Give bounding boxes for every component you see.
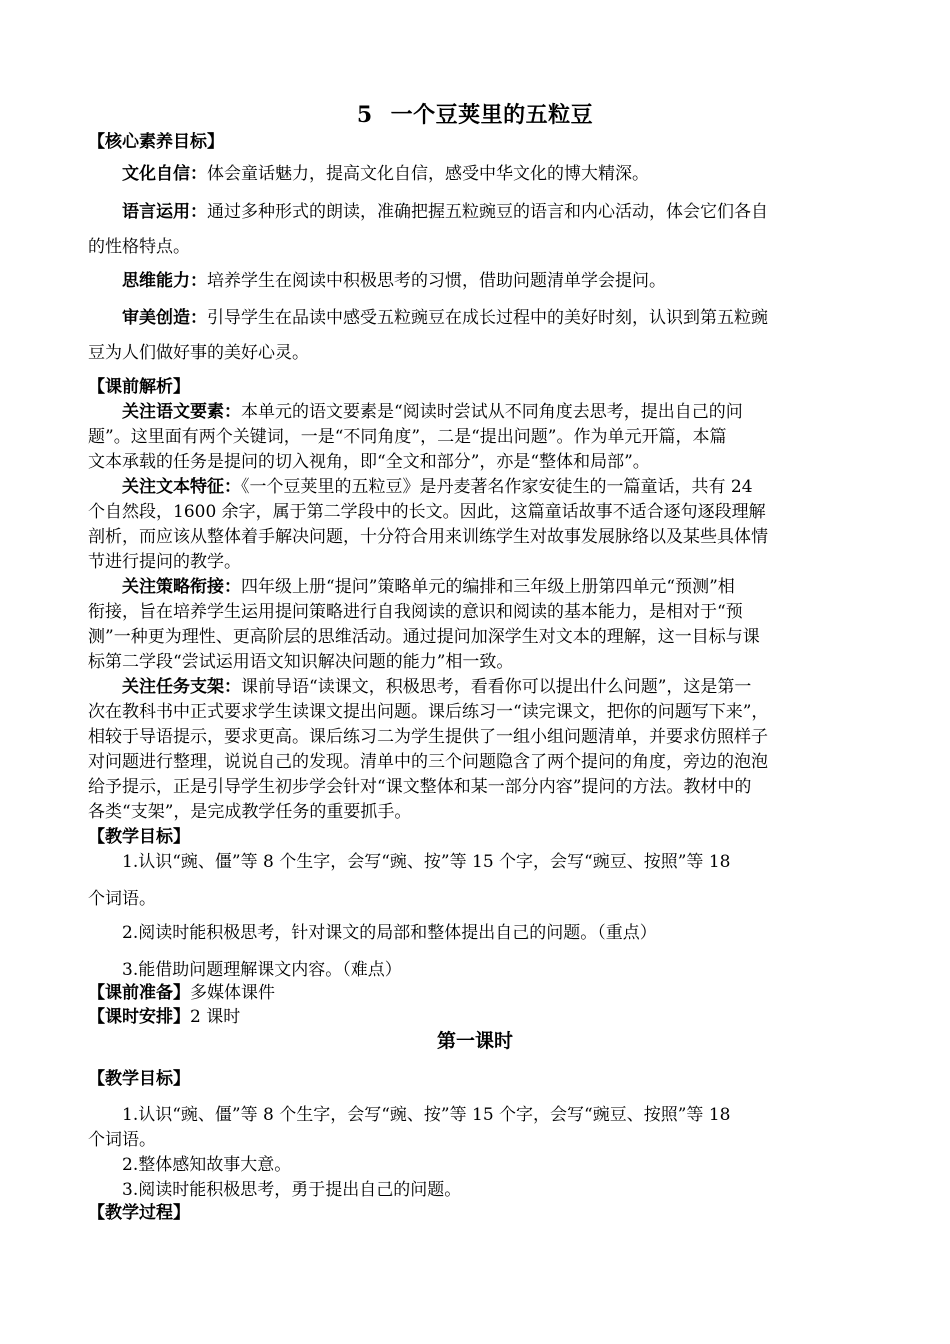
analysis-text-line: 题”。这里面有两个关键词，一是“不同角度”，二是“提出问题”。作为单元开篇，本篇 <box>88 427 727 447</box>
analysis-text-line: 次在教科书中正式要求学生读课文提出问题。课后练习一“读完课文，把你的问题写下来”， <box>88 702 769 722</box>
analysis-text-line: 衔接，旨在培养学生运用提问策略进行自我阅读的意识和阅读的基本能力，是相对于“预 <box>88 602 743 622</box>
lesson1-goals-heading: 【教学目标】 <box>88 1069 190 1089</box>
analysis-item-label: 关注策略衔接： <box>122 577 241 597</box>
analysis-text-line: 剖析，而应该从整体着手解决问题，十分符合用来训练学生对故事发展脉络以及某些具体情 <box>88 527 768 547</box>
core-item-aesthetic: 审美创造：引导学生在品读中感受五粒豌豆在成长过程中的美好时刻，认识到第五粒豌 <box>122 308 768 328</box>
analysis-text-line: 节进行提问的教学。 <box>88 552 241 572</box>
page-title <box>0 98 950 129</box>
core-item-label: 文化自信： <box>122 164 207 184</box>
analysis-text-line: 各类“支架”，是完成教学任务的重要抓手。 <box>88 802 412 822</box>
schedule-value: 2 课时 <box>190 1007 241 1027</box>
core-item-label: 思维能力： <box>122 271 207 291</box>
teaching-goals-heading: 【教学目标】 <box>88 827 190 847</box>
analysis-text-line: 个自然段，1600 余字，属于第二学段中的长文。因此，这篇童话故事不适合逐句逐段理解 <box>88 502 766 522</box>
analysis-item-label: 关注任务支架： <box>122 677 241 697</box>
lesson-title: 一个豆荚里的五粒豆 <box>390 102 594 128</box>
prep-line <box>88 978 275 1003</box>
analysis-text-line: 文本承载的任务是提问的切入视角，即“全文和部分”，亦是“整体和局部”。 <box>88 452 650 472</box>
lesson1-goal-item-cont: 个词语。 <box>88 1130 156 1150</box>
analysis-item-label: 关注语文要素： <box>122 402 241 422</box>
core-item-culture: 文化自信：体会童话魅力，提高文化自信，感受中华文化的博大精深。 <box>122 164 649 184</box>
core-item-language-cont: 的性格特点。 <box>88 237 190 257</box>
core-item-label: 语言运用： <box>122 202 207 222</box>
core-item-label: 审美创造： <box>122 308 207 328</box>
schedule-heading: 【课时安排】 <box>88 1007 190 1027</box>
goal-item: 3.能借助问题理解课文内容。（难点） <box>122 960 402 980</box>
core-item-aesthetic-cont: 豆为人们做好事的美好心灵。 <box>88 343 309 363</box>
core-item-thinking: 思维能力：培养学生在阅读中积极思考的习惯，借助问题清单学会提问。 <box>122 271 666 291</box>
goal-item-cont: 个词语。 <box>88 889 156 909</box>
lesson-number: 5 <box>356 102 373 128</box>
prep-value: 多媒体课件 <box>190 983 275 1003</box>
prep-heading: 【课前准备】 <box>88 983 190 1003</box>
core-goals-heading: 【核心素养目标】 <box>88 132 224 152</box>
lesson1-title: 第一课时 <box>436 1030 513 1052</box>
core-item-language: 语言运用：通过多种形式的朗读，准确把握五粒豌豆的语言和内心活动，体会它们各自 <box>122 202 768 222</box>
analysis-text-line: 测”一种更为理性、更高阶层的思维活动。通过提问加深学生对文本的理解，这一目标与课 <box>88 627 760 647</box>
teaching-process-heading: 【教学过程】 <box>88 1203 190 1223</box>
analysis-text-line: 标第二学段“尝试运用语文知识解决问题的能力”相一致。 <box>88 652 514 672</box>
schedule-line <box>88 1002 240 1027</box>
analysis-item-elements: 关注语文要素：本单元的语文要素是“阅读时尝试从不同角度去思考，提出自己的问 <box>122 402 743 422</box>
analysis-text-line: 给予提示，正是引导学生初步学会针对“课文整体和某一部分内容”提问的方法。教材中的 <box>88 777 752 797</box>
analysis-item-label: 关注文本特征： <box>122 477 241 497</box>
analysis-item-strategy: 关注策略衔接：四年级上册“提问”策略单元的编排和三年级上册第四单元“预测”相 <box>122 577 735 597</box>
analysis-text-line: 相较于导语提示，要求更高。课后练习二为学生提供了一组小组问题清单，并要求仿照样子 <box>88 727 768 747</box>
goal-item: 2.阅读时能积极思考，针对课文的局部和整体提出自己的问题。（重点） <box>122 923 657 943</box>
lesson1-goal-item: 3.阅读时能积极思考，勇于提出自己的问题。 <box>122 1180 462 1200</box>
analysis-item-features: 关注文本特征：《一个豆荚里的五粒豆》是丹麦著名作家安徒生的一篇童话，共有 24 <box>122 477 753 497</box>
lesson1-goal-item: 1.认识“豌、僵”等 8 个生字，会写“豌、按”等 15 个字，会写“豌豆、按照”等 18 <box>122 1105 731 1125</box>
analysis-heading: 【课前解析】 <box>88 377 190 397</box>
analysis-item-scaffold: 关注任务支架：课前导语“读课文，积极思考，看看你可以提出什么问题”，这是第一 <box>122 677 752 697</box>
goal-item: 1.认识“豌、僵”等 8 个生字，会写“豌、按”等 15 个字，会写“豌豆、按照”等 18 <box>122 852 731 872</box>
analysis-text-line: 对问题进行整理，说说自己的发现。清单中的三个问题隐含了两个提问的角度，旁边的泡泡 <box>88 752 768 772</box>
lesson1-goal-item: 2.整体感知故事大意。 <box>122 1155 292 1175</box>
